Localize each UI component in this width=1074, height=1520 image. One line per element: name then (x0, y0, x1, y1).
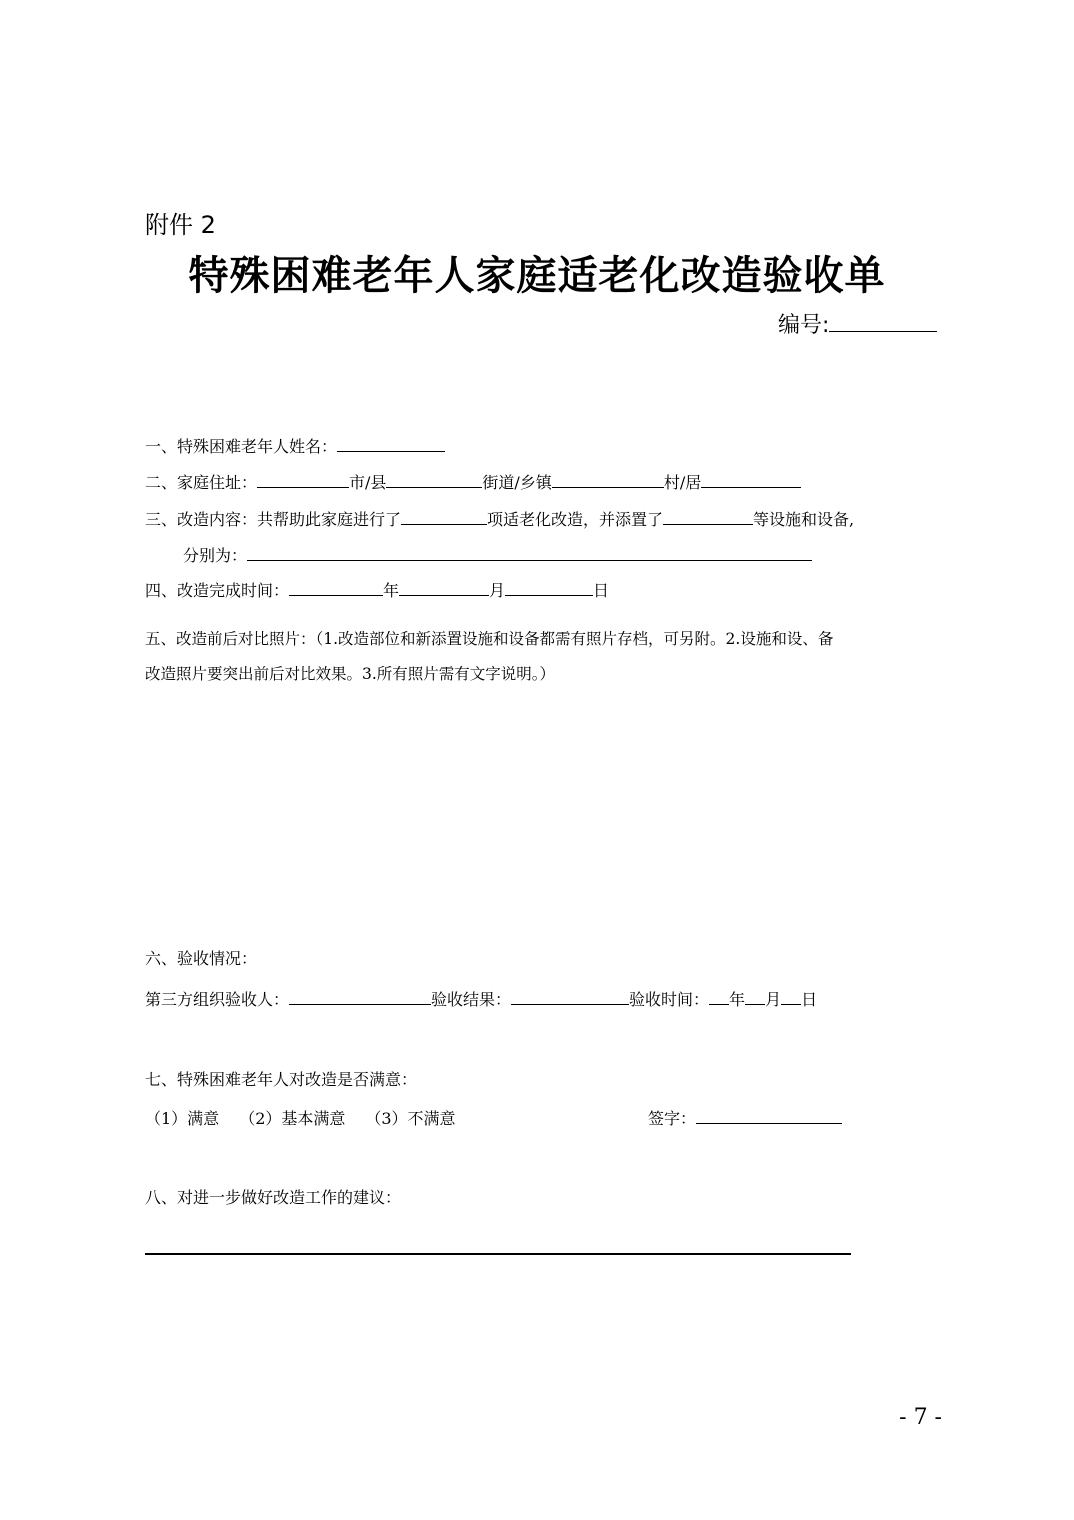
serial-number-blank[interactable] (829, 308, 937, 332)
acceptance-label: 六、验收情况： (145, 949, 258, 968)
page-number: - 7 - (899, 1405, 942, 1430)
photos-instruction-line1: 五、改造前后对比照片：（1.改造部位和新添置设施和设备都需有照片存档，可另附。2.设施和设、备 (145, 630, 834, 648)
option-basically-satisfied[interactable]: （2）基本满意 (239, 1109, 346, 1128)
elder-name-label: 一、特殊困难老年人姓名： (145, 437, 338, 456)
photos-instruction-line2: 改造照片要突出前后对比效果。3.所有照片需有文字说明。） (145, 665, 556, 683)
city-blank[interactable] (257, 470, 349, 488)
completion-year-blank[interactable] (289, 578, 383, 596)
village-name-blank[interactable] (701, 470, 801, 488)
address-label: 二、家庭住址： (145, 473, 258, 492)
signature-label: 签字： (648, 1109, 697, 1128)
content-row (145, 507, 854, 530)
serial-number-field (778, 308, 937, 339)
village-label: 村/居 (663, 473, 702, 492)
accept-month-blank[interactable] (745, 987, 765, 1005)
inspector-blank[interactable] (289, 987, 431, 1005)
result-label: 验收结果： (431, 990, 512, 1009)
serial-number-label: 编号: (778, 313, 830, 339)
content-label: 三、改造内容：共帮助此家庭进行了 (145, 510, 402, 529)
satisfaction-label: 七、特殊困难老年人对改造是否满意： (145, 1070, 418, 1089)
content-detail-label: 分别为： (183, 546, 248, 565)
completion-time-row (145, 578, 609, 601)
document-title: 特殊困难老年人家庭适老化改造验收单 (188, 253, 886, 299)
suggestion-line[interactable] (145, 1253, 851, 1255)
accept-year-label: 年 (729, 990, 746, 1009)
accept-month-label: 月 (765, 990, 782, 1009)
completion-time-label: 四、改造完成时间： (145, 581, 290, 600)
content-detail-blank[interactable] (247, 543, 812, 561)
elder-name-row (145, 434, 445, 457)
accept-day-blank[interactable] (781, 987, 801, 1005)
accept-day-label: 日 (801, 990, 818, 1009)
renovation-count-blank[interactable] (401, 507, 487, 525)
satisfaction-options (145, 1106, 456, 1129)
completion-day-blank[interactable] (505, 578, 593, 596)
completion-year-label: 年 (383, 581, 400, 600)
signature-blank[interactable] (696, 1106, 842, 1124)
inspector-label: 第三方组织验收人： (145, 990, 290, 1009)
equipment-count-blank[interactable] (663, 507, 753, 525)
completion-month-label: 月 (489, 581, 506, 600)
signature-field (648, 1106, 842, 1129)
content-mid-text: 项适老化改造，并添置了 (487, 510, 664, 529)
acceptance-row (145, 987, 817, 1010)
option-not-satisfied[interactable]: （3）不满意 (365, 1109, 456, 1128)
completion-day-label: 日 (593, 581, 610, 600)
attachment-label: 附件 2 (145, 211, 216, 239)
accept-time-label: 验收时间： (629, 990, 710, 1009)
content-end-text: 等设施和设备, (753, 510, 855, 529)
street-label: 街道/乡镇 (482, 473, 552, 492)
city-label: 市/县 (349, 473, 387, 492)
result-blank[interactable] (511, 987, 629, 1005)
accept-year-blank[interactable] (709, 987, 729, 1005)
elder-name-blank[interactable] (337, 434, 445, 452)
content-detail-row (183, 543, 812, 566)
suggestion-label: 八、对进一步做好改造工作的建议： (145, 1188, 402, 1207)
street-blank[interactable] (386, 470, 482, 488)
completion-month-blank[interactable] (399, 578, 489, 596)
village-blank[interactable] (552, 470, 664, 488)
option-satisfied[interactable]: （1）满意 (145, 1109, 220, 1128)
address-row (145, 470, 801, 493)
